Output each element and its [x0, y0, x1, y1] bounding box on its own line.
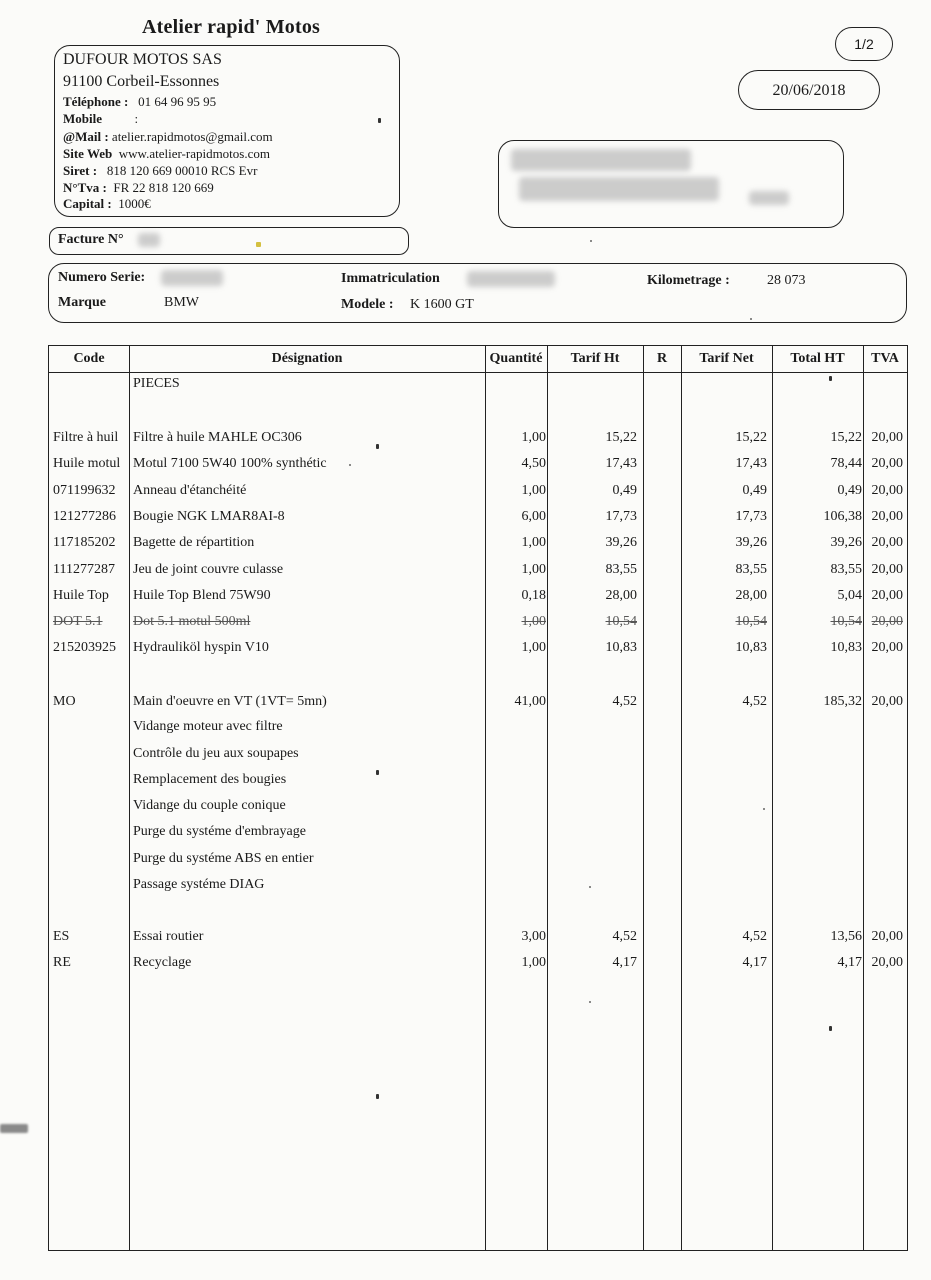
cell-tva: 20,00	[871, 562, 903, 577]
header-r: R	[656, 351, 668, 366]
cell-tva: 20,00	[871, 588, 903, 603]
cell-tarif-ht: 10,54	[605, 614, 637, 629]
cell-tva: 20,00	[871, 430, 903, 445]
redacted-client-city	[749, 191, 789, 205]
cell-tarif-ht: 17,43	[605, 456, 637, 471]
cell-total-ht: 10,54	[830, 614, 862, 629]
brand-value: BMW	[164, 295, 199, 310]
cell-code: 111277287	[53, 562, 115, 577]
cell-designation: Dot 5.1 motul 500ml	[133, 614, 251, 629]
cell-tarif-ht: 83,55	[605, 562, 637, 577]
cell-quantity: 1,00	[521, 614, 546, 629]
cell-code: Huile Top	[53, 588, 109, 603]
cell-tarif-ht: 0,49	[612, 483, 637, 498]
model-value: K 1600 GT	[410, 297, 474, 312]
cell-total-ht: 185,32	[823, 694, 862, 709]
cell-designation: Passage systéme DIAG	[133, 877, 265, 892]
company-tva: N°Tva : FR 22 818 120 669	[63, 180, 214, 195]
cell-tarif-ht: 4,52	[612, 929, 637, 944]
table-row	[49, 376, 907, 398]
table-row	[49, 877, 907, 899]
cell-designation: PIECES	[133, 376, 180, 391]
cell-designation: Recyclage	[133, 955, 192, 970]
cell-designation: Bougie NGK LMAR8AI-8	[133, 509, 285, 524]
company-email: @Mail : atelier.rapidmotos@gmail.com	[63, 129, 273, 144]
cell-tva: 20,00	[871, 483, 903, 498]
cell-tarif-net: 17,43	[735, 456, 767, 471]
serial-label: Numero Serie:	[58, 270, 146, 285]
company-info-box	[54, 45, 400, 217]
table-row	[49, 640, 907, 662]
cell-tva: 20,00	[871, 456, 903, 471]
cell-code: 121277286	[53, 509, 116, 524]
cell-designation: Purge du systéme ABS en entier	[133, 851, 314, 866]
cell-quantity: 1,00	[521, 535, 546, 550]
cell-quantity: 1,00	[521, 483, 546, 498]
cell-tva: 20,00	[871, 535, 903, 550]
company-website: Site Web www.atelier-rapidmotos.com	[63, 146, 270, 161]
cell-tarif-ht: 17,73	[605, 509, 637, 524]
cell-total-ht: 5,04	[837, 588, 862, 603]
cell-designation: Jeu de joint couvre culasse	[133, 562, 284, 577]
table-row	[49, 746, 907, 768]
vehicle-info-box	[48, 263, 907, 323]
cell-tarif-ht: 15,22	[605, 430, 637, 445]
cell-total-ht: 39,26	[830, 535, 862, 550]
cell-total-ht: 0,49	[837, 483, 862, 498]
invoice-number-label: Facture N°	[58, 232, 124, 247]
cell-tarif-net: 39,26	[735, 535, 767, 550]
header-tva: TVA	[871, 351, 899, 366]
cell-total-ht: 10,83	[830, 640, 862, 655]
cell-tva: 20,00	[871, 929, 903, 944]
cell-designation: Anneau d'étanchéité	[133, 483, 247, 498]
header-total-ht: Total HT	[790, 351, 845, 366]
cell-tarif-net: 0,49	[742, 483, 767, 498]
cell-tarif-net: 83,55	[735, 562, 767, 577]
cell-tarif-net: 10,54	[735, 614, 767, 629]
cell-tarif-ht: 28,00	[605, 588, 637, 603]
shop-title: Atelier rapid' Motos	[142, 16, 321, 38]
cell-tarif-ht: 39,26	[605, 535, 637, 550]
cell-tva: 20,00	[871, 640, 903, 655]
cell-designation: Hydrauliköl hyspin V10	[133, 640, 269, 655]
cell-designation: Huile Top Blend 75W90	[133, 588, 271, 603]
cell-designation: Remplacement des bougies	[133, 772, 287, 787]
cell-quantity: 1,00	[521, 562, 546, 577]
redacted-client-address	[519, 177, 719, 201]
cell-total-ht: 15,22	[830, 430, 862, 445]
cell-quantity: 1,00	[521, 955, 546, 970]
cell-tva: 20,00	[871, 509, 903, 524]
table-row	[49, 535, 907, 557]
model-label: Modele :	[341, 297, 394, 312]
cell-quantity: 6,00	[521, 509, 546, 524]
table-row	[49, 851, 907, 873]
header-tarif-net: Tarif Net	[699, 351, 754, 366]
table-row	[49, 614, 907, 636]
table-row	[49, 798, 907, 820]
cell-code: MO	[53, 694, 76, 709]
cell-quantity: 4,50	[521, 456, 546, 471]
cell-designation: Vidange moteur avec filtre	[133, 719, 283, 734]
cell-designation: Main d'oeuvre en VT (1VT= 5mn)	[133, 694, 327, 709]
table-row	[49, 456, 907, 478]
table-row	[49, 772, 907, 794]
company-capital: Capital : 1000€	[63, 196, 151, 211]
header-tarif-ht: Tarif Ht	[570, 351, 620, 366]
table-row	[49, 483, 907, 505]
mileage-value: 28 073	[767, 273, 806, 288]
redacted-registration	[467, 271, 555, 287]
cell-tarif-net: 17,73	[735, 509, 767, 524]
table-row	[49, 588, 907, 610]
cell-designation: Contrôle du jeu aux soupapes	[133, 746, 299, 761]
table-row	[49, 562, 907, 584]
company-city: 91100 Corbeil-Essonnes	[63, 73, 220, 90]
cell-designation: Purge du systéme d'embrayage	[133, 824, 306, 839]
brand-label: Marque	[58, 295, 106, 310]
invoice-date: 20/06/2018	[738, 70, 880, 110]
cell-designation: Bagette de répartition	[133, 535, 255, 550]
client-address-box	[498, 140, 844, 228]
company-phone: Téléphone : 01 64 96 95 95	[63, 94, 217, 109]
invoice-number-box	[49, 227, 409, 255]
cell-tarif-net: 4,17	[742, 955, 767, 970]
cell-tarif-net: 10,83	[735, 640, 767, 655]
cell-code: 071199632	[53, 483, 116, 498]
cell-quantity: 41,00	[514, 694, 546, 709]
mileage-label: Kilometrage :	[647, 273, 730, 288]
table-row	[49, 824, 907, 846]
cell-tarif-ht: 10,83	[605, 640, 637, 655]
page-number: 1/2	[835, 27, 893, 61]
cell-code: ES	[53, 929, 70, 944]
header-quantity: Quantité	[489, 351, 543, 366]
cell-total-ht: 13,56	[830, 929, 862, 944]
cell-quantity: 0,18	[521, 588, 546, 603]
cell-tarif-ht: 4,52	[612, 694, 637, 709]
cell-designation: Essai routier	[133, 929, 204, 944]
cell-quantity: 1,00	[521, 640, 546, 655]
table-row	[49, 509, 907, 531]
cell-code: RE	[53, 955, 71, 970]
cell-designation: Vidange du couple conique	[133, 798, 286, 813]
redacted-serial	[161, 270, 223, 286]
company-mobile: Mobile :	[63, 111, 139, 126]
cell-code: DOT 5.1	[53, 614, 103, 629]
cell-tarif-net: 4,52	[742, 694, 767, 709]
cell-tva: 20,00	[871, 694, 903, 709]
cell-code: 215203925	[53, 640, 116, 655]
registration-label: Immatriculation	[341, 271, 440, 286]
redacted-invoice-number	[138, 233, 160, 247]
cell-total-ht: 106,38	[823, 509, 862, 524]
cell-total-ht: 4,17	[837, 955, 862, 970]
table-row	[49, 719, 907, 741]
cell-tarif-net: 4,52	[742, 929, 767, 944]
table-row	[49, 694, 907, 716]
company-siret: Siret : 818 120 669 00010 RCS Evr	[63, 163, 258, 178]
table-row	[49, 955, 907, 977]
cell-tarif-ht: 4,17	[612, 955, 637, 970]
cell-designation: Motul 7100 5W40 100% synthétic	[133, 456, 327, 471]
cell-quantity: 3,00	[521, 929, 546, 944]
redacted-client-name	[511, 149, 691, 171]
cell-tva: 20,00	[871, 955, 903, 970]
cell-total-ht: 83,55	[830, 562, 862, 577]
table-row	[49, 430, 907, 452]
cell-tarif-net: 28,00	[735, 588, 767, 603]
cell-code: Filtre à huil	[53, 430, 119, 445]
cell-total-ht: 78,44	[830, 456, 862, 471]
cell-code: 117185202	[53, 535, 116, 550]
invoice-items-table	[48, 345, 908, 1251]
cell-quantity: 1,00	[521, 430, 546, 445]
company-name: DUFOUR MOTOS SAS	[63, 51, 222, 68]
cell-code: Huile motul	[53, 456, 121, 471]
table-row	[49, 929, 907, 951]
scan-artifact	[0, 1124, 28, 1133]
cell-designation: Filtre à huile MAHLE OC306	[133, 430, 302, 445]
header-code: Code	[73, 351, 105, 366]
header-designation: Désignation	[271, 351, 343, 366]
cell-tarif-net: 15,22	[735, 430, 767, 445]
cell-tva: 20,00	[871, 614, 903, 629]
